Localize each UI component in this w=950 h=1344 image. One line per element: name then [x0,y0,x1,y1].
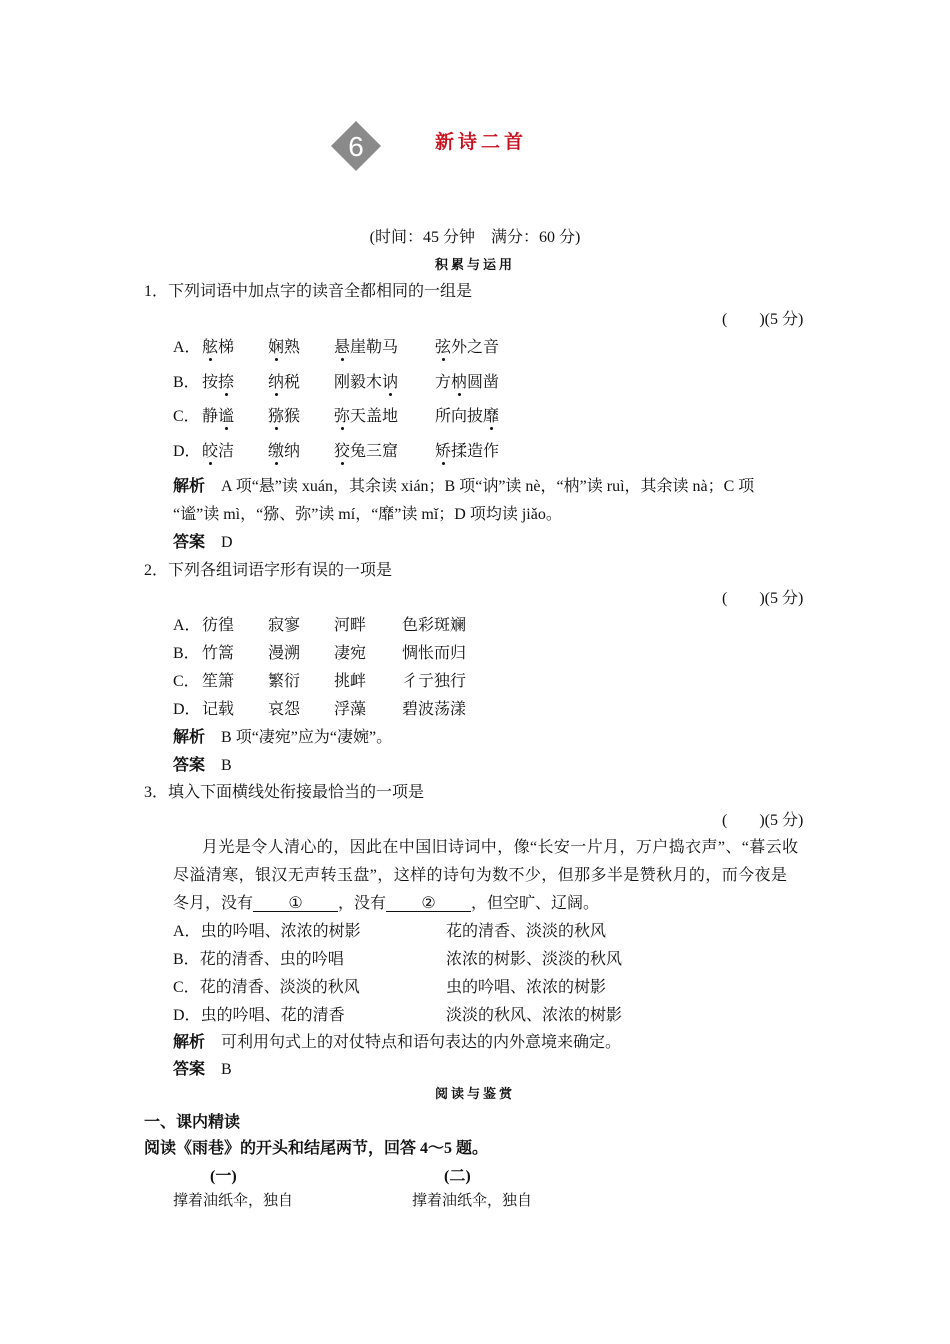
q1-option-a: A． [173,339,201,356]
q2-option-b: B． [173,645,200,662]
q2-option-c: C． [173,673,200,690]
q2-answer: 答案 B [173,757,232,774]
q2-b-word2: 漫溯 [268,645,301,662]
answer-label: 答案 [173,757,206,774]
q3-option-a-right: 花的清香、淡淡的秋风 [446,923,607,940]
q1-b-word3: 刚毅木讷 [334,374,399,391]
q2-analysis: 解析 B 项“凄宛”应为“凄婉”。 [173,729,393,746]
q1-answer: 答案 D [173,534,233,551]
q2-stem: 2．下列各组词语字形有误的一项是 [144,562,393,579]
answer-label: 答案 [173,1061,206,1078]
q3-answer: 答案 B [173,1061,232,1078]
answer-label: 答案 [173,534,206,551]
analysis-label: 解析 [173,1034,206,1051]
q3-option-c: C．花的清香、淡淡的秋风 [173,979,360,996]
q1-a-word4: 弦外之音 [435,339,500,356]
q1-c-word2: 猕猴 [268,408,301,425]
poem-col1-label: (一) [210,1168,237,1185]
q1-c-word1: 静谧 [202,408,235,425]
q2-b-word4: 惆怅而归 [402,645,467,662]
blank-2: ② [386,896,471,912]
q2-c-word4: 彳亍独行 [402,673,467,690]
q2-a-word1: 彷徨 [202,617,235,634]
time-info: (时间：45 分钟 满分：60 分) [369,229,581,246]
q1-analysis-cont: “谧”读 mì，“猕、弥”读 mí，“靡”读 mǐ；D 项均读 jiǎo。 [173,506,562,523]
poem-col2-label: (二) [444,1168,471,1185]
q3-stem: 3．填入下面横线处衔接最恰当的一项是 [144,784,425,801]
q1-a-word2: 娴熟 [268,339,301,356]
q3-option-b-right: 浓浓的树影、淡淡的秋风 [446,951,623,968]
q2-d-word3: 浮藻 [334,701,367,718]
q1-option-d: D． [173,443,201,460]
q1-c-word3: 弥天盖地 [334,408,399,425]
q2-d-word1: 记载 [202,701,235,718]
q3-option-a: A．虫的吟唱、浓浓的树影 [173,923,361,940]
q3-score: ( )(5 分) [722,812,804,829]
q2-a-word2: 寂寥 [268,617,301,634]
q1-b-word4: 方枘圆凿 [435,374,500,391]
q1-option-b: B． [173,374,200,391]
q3-passage-line2: 尽溢清寒，银汉无声转玉盘”，这样的诗句为数不少，但那多半是赞秋月的，而今夜是 [173,867,788,884]
q3-option-b: B．花的清香、虫的吟唱 [173,951,344,968]
q2-option-a: A． [173,617,201,634]
q1-score: ( )(5 分) [722,311,804,328]
section-title-accumulation: 积累与运用 [434,257,515,272]
q1-stem: 1．下列词语中加点字的读音全都相同的一组是 [144,283,473,300]
q3-passage-line3: 冬月，没有 ① ，没有 ② ，但空旷、辽阔。 [173,895,600,912]
q1-a-word3: 悬崖勒马 [334,339,399,356]
section-title-reading: 阅读与鉴赏 [434,1086,515,1101]
q2-a-word3: 河畔 [334,617,367,634]
q3-option-d-right: 淡淡的秋风、浓浓的树影 [446,1007,623,1024]
analysis-label: 解析 [173,729,206,746]
q1-d-word4: 矫揉造作 [435,443,500,460]
q2-option-d: D． [173,701,201,718]
q3-option-d: D．虫的吟唱、花的清香 [173,1007,345,1024]
q2-d-word4: 碧波荡漾 [402,701,467,718]
reading-instruction: 阅读《雨巷》的开头和结尾两节，回答 4～5 题。 [144,1140,489,1157]
part-heading: 一、课内精读 [144,1114,241,1131]
q1-c-word4: 所向披靡 [435,408,500,425]
q2-c-word1: 笙箫 [202,673,235,690]
q3-option-c-right: 虫的吟唱、浓浓的树影 [446,979,607,996]
q1-b-word2: 纳税 [268,374,301,391]
q1-d-word1: 皎洁 [202,443,235,460]
poem-col2-line1: 撑着油纸伞，独自 [412,1191,533,1209]
q2-a-word4: 色彩斑斓 [402,617,467,634]
q1-d-word3: 狡兔三窟 [334,443,399,460]
q3-passage-line1: 月光是令人清心的，因此在中国旧诗词中，像“长安一片月，万户捣衣声”、“暮云收 [202,839,799,856]
q3-analysis: 解析 可利用句式上的对仗特点和语句表达的内外意境来确定。 [173,1034,622,1051]
q1-analysis: 解析 A 项“悬”读 xuán，其余读 xián；B 项“讷”读 nè，“枘”读 ruì，其余读 nà；C 项 [173,478,755,495]
analysis-label: 解析 [173,478,206,495]
blank-1: ① [253,896,338,912]
lesson-title: 新诗二首 [435,132,528,153]
q2-c-word3: 挑衅 [334,673,367,690]
lesson-number-badge [331,121,381,171]
poem-col1-line1: 撑着油纸伞，独自 [173,1191,294,1209]
q2-score: ( )(5 分) [722,590,804,607]
q2-d-word2: 哀怨 [268,701,301,718]
q1-b-word1: 按捺 [202,374,235,391]
q2-b-word3: 凄宛 [334,645,367,662]
q1-d-word2: 缴纳 [268,443,301,460]
q1-a-word1: 舷梯 [202,339,235,356]
q1-option-c: C． [173,408,200,425]
q2-c-word2: 繁衍 [268,673,301,690]
lesson-number: 6 [348,131,364,162]
q2-b-word1: 竹篙 [202,645,235,662]
